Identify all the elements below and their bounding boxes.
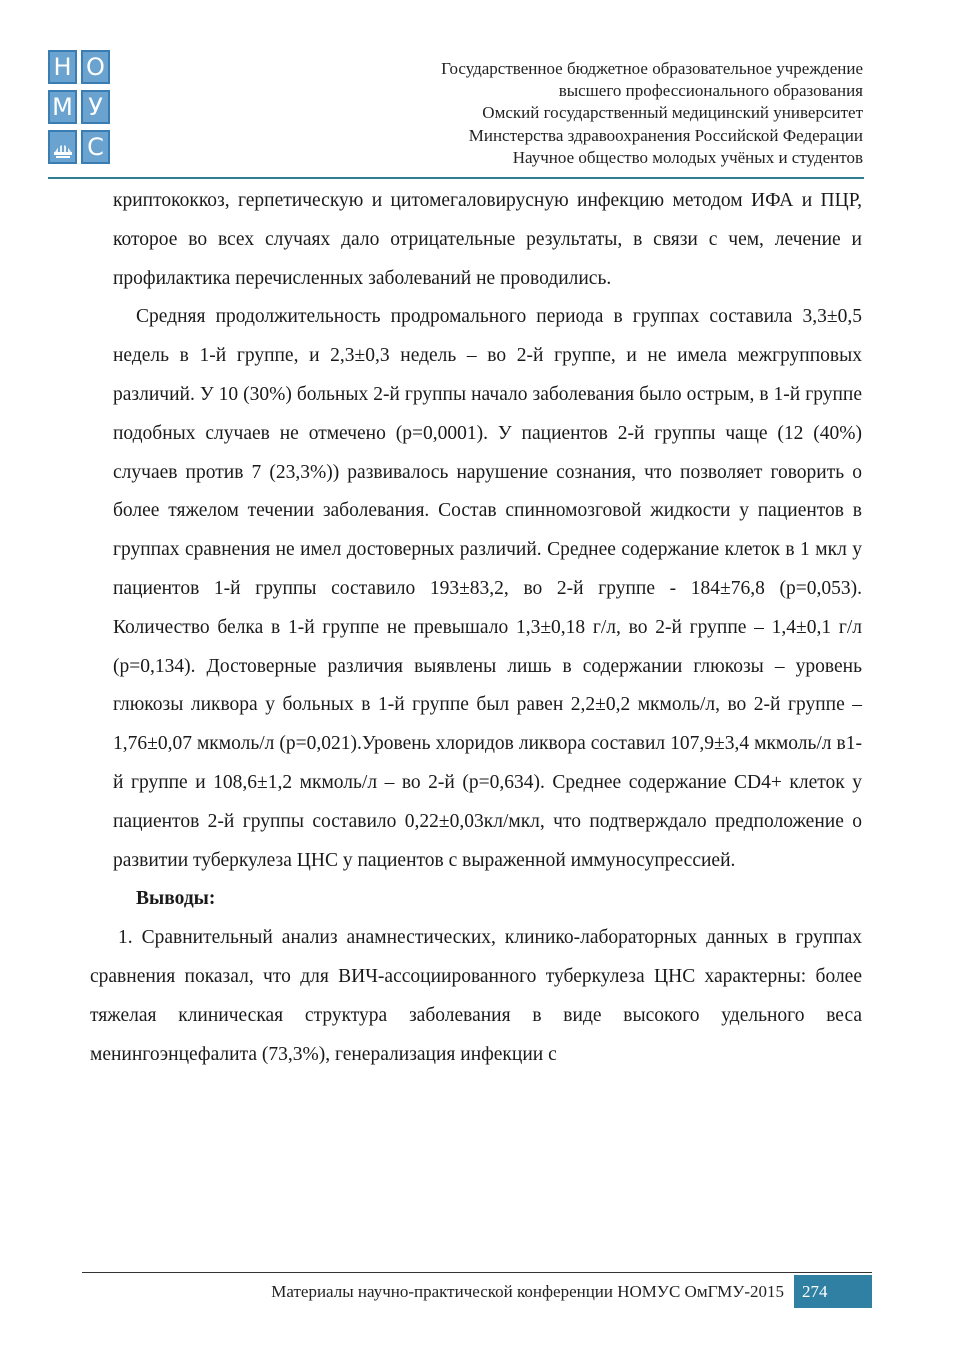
- conclusion-item: 1. Сравнительный анализ анамнестических, клинико-лабораторных данных в группах сравнения показал, что для ВИЧ-ассоциированного туберкулеза ЦНС характерны: более тяжелая клиническая структура заболевания в виде высокого удельного веса менингоэнцефалита (73,3%), генерализация инфекции с: [90, 927, 862, 1065]
- logo-letter-o: О: [81, 50, 110, 84]
- logo-letter-m: М: [48, 90, 77, 124]
- logo-letter-s: С: [81, 130, 110, 164]
- header-line: Научное общество молодых учёных и студентов: [512, 147, 863, 167]
- page-number: 274: [794, 1275, 872, 1308]
- institution-header: [441, 58, 863, 169]
- header-divider: [48, 177, 864, 179]
- emblem-icon: [48, 130, 77, 164]
- paragraph: криптококкоз, герпетическую и цитомегаловирусную инфекцию методом ИФА и ПЦР, которое во всех случаях дало отрицательные результаты, в связи с чем, лечение и профилактика перечисленных заболеваний не проводились.: [113, 190, 862, 289]
- article-body: [90, 182, 862, 1074]
- nomus-logo: [48, 50, 112, 166]
- logo-letter-u: У: [81, 90, 110, 124]
- logo-letter-n: Н: [48, 50, 77, 84]
- paragraph: Средняя продолжительность продромального периода в группах составила 3,3±0,5 недель в 1-й группе, и 2,3±0,3 недель – во 2-й группе, и не имела межгрупповых различий. У 10 (30%) больных 2-й группы начало заболевания было острым, в 1-й группе подобных случаев не отмечено (p=0,0001). У пациентов 2-й группы чаще (12 (40%) случаев против 7 (23,3%)) развивалось нарушение сознания, что позволяет говорить о более тяжелом течении заболевания. Состав спинномозговой жидкости у пациентов в группах сравнения не имел достоверных различий. Среднее содержание клеток в 1 мкл у пациентов 1-й группы составило 193±83,2, во 2-й группе - 184±76,8 (p=0,053). Количество белка в 1-й группе не превышало 1,3±0,18 г/л, во 2-й группе – 1,4±0,1 г/л (p=0,134). Достоверные различия выявлены лишь в содержании глюкозы – уровень глюкозы ликвора у больных в 1-й группе был равен 2,2±0,2 мкмоль/л, во 2-й группе – 1,76±0,07 мкмоль/л (p=0,021).Уровень хлоридов ликвора составил 107,9±3,4 мкмоль/л в1-й группе и 108,6±1,2 мкмоль/л – во 2-й (p=0,634). Среднее содержание CD4+ клеток у пациентов 2-й группы составило 0,22±0,03кл/мкл, что подтверждало предположение о развитии туберкулеза ЦНС у пациентов с выраженной иммуносупрессией.: [113, 306, 862, 871]
- header-line: Минстерства здравоохранения Российской Федерации: [468, 125, 863, 145]
- footer-divider: [82, 1272, 872, 1273]
- header-line: Омский государственный медицинский университет: [482, 103, 863, 123]
- header-line: высшего профессионального образования: [558, 81, 863, 101]
- conclusions-heading: Выводы:: [136, 888, 216, 910]
- footer-conference: Материалы научно-практической конференции НОМУС ОмГМУ-2015: [271, 1282, 784, 1301]
- header-line: Государственное бюджетное образовательное учреждение: [441, 59, 863, 78]
